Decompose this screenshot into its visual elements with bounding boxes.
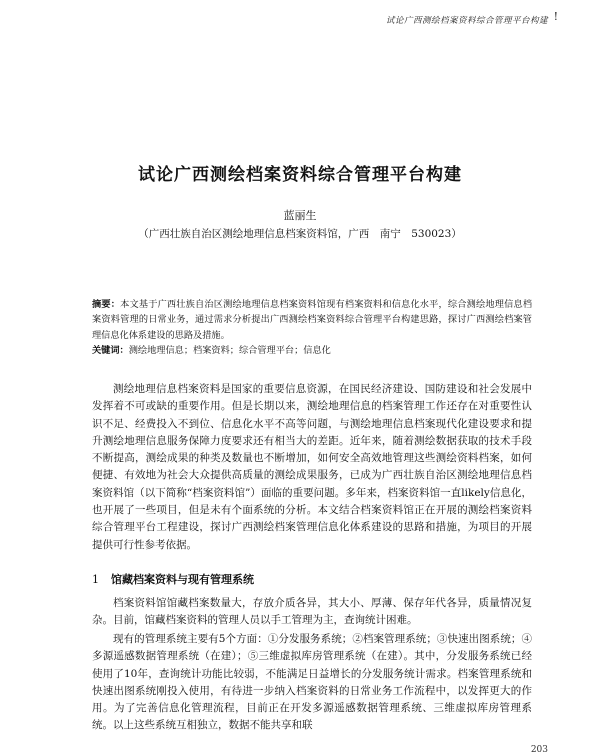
keywords-label: 关键词： bbox=[92, 344, 129, 356]
page-number: 203 bbox=[530, 745, 548, 755]
running-head-mark: ! bbox=[553, 10, 558, 23]
abstract-label: 摘要： bbox=[92, 299, 121, 310]
section-number: 1 bbox=[92, 573, 99, 586]
section-heading-1 bbox=[92, 571, 254, 587]
abstract bbox=[92, 297, 532, 343]
abstract-text: 本文基于广西壮族自治区测绘地理信息档案资料馆现有档案资料和信息化水平，综合测绘地理信息档案资料管理的日常业务，通过需求分析提出广西测绘档案资料综合管理平台构建思路，探讨广西测绘档案管理信息化体系建设的思路及措施。 bbox=[92, 299, 533, 341]
abstract-block bbox=[92, 297, 532, 358]
body-paragraph-2: 档案资料馆馆藏档案数量大，存放介质各异，其大小、厚薄、保存年代各异，质量情况复杂。目前，馆藏档案资料的管理人员以手工管理为主，查询统计困难。 bbox=[92, 597, 532, 627]
keywords-text: 测绘地理信息；档案资料；综合管理平台；信息化 bbox=[128, 344, 331, 356]
paper-title: 试论广西测绘档案资料综合管理平台构建 bbox=[138, 165, 462, 185]
keywords bbox=[92, 343, 532, 358]
running-head: 试论广西测绘档案资料综合管理平台构建 bbox=[385, 16, 548, 26]
author: 蓝丽生 bbox=[283, 209, 317, 222]
body-paragraph-1: 测绘地理信息档案资料是国家的重要信息资源，在国民经济建设、国防建设和社会发展中发挥着不可或缺的重要作用。但是长期以来，测绘地理信息的档案管理工作还存在对重要性认识不足、经费投入不到位、信息化水平不高等问题，与测绘地理信息档案现代化建设要求和提升测绘地理信息服务保障力度要求还有相当大的差距。近年来，随着测绘数据获取的技术手段不断提高，测绘成果的种类及数量也不断增加，如何安全高效地管理这些测绘资料档案，如何便捷、有效地为社会大众提供高质量的测绘成果服务，已成为广西壮族自治区测绘地理信息档案资料馆（以下简称“档案资料馆”）面临的重要问题。多年来，档案资料馆一直likely信息化，也开展了一些项目，但是未有个面系统的分析。本文结合档案资料馆正在开展的测绘档案资料综合管理平台工程建设，探讨广西测绘档案管理信息化体系建设的思路和措施，为项目的开展提供可行性参考依据。 bbox=[92, 383, 532, 551]
section-title: 馆藏档案资料与现有管理系统 bbox=[111, 573, 254, 586]
affiliation: （广西壮族自治区测绘地理信息档案资料馆，广西 南宁 530023） bbox=[138, 228, 462, 240]
body-paragraph-3: 现有的管理系统主要有5个方面：①分发服务系统；②档案管理系统；③快速出图系统；④多源遥感数据管理系统（在建）；⑤三维虚拟库房管理系统（在建）。其中，分发服务系统已经使用了10年，查询统计功能比较弱，不能满足日益增长的分发服务统计需求。档案管理系统和快速出图系统刚投入使用，有待进一步纳入档案资料的日常业务工作流程中，以发挥更大的作用。为了完善信息化管理流程，目前正在开发多源遥感数据管理系统、三维虚拟库房管理系统。以上这些系统互相独立，数据不能共享和联 bbox=[92, 633, 532, 732]
